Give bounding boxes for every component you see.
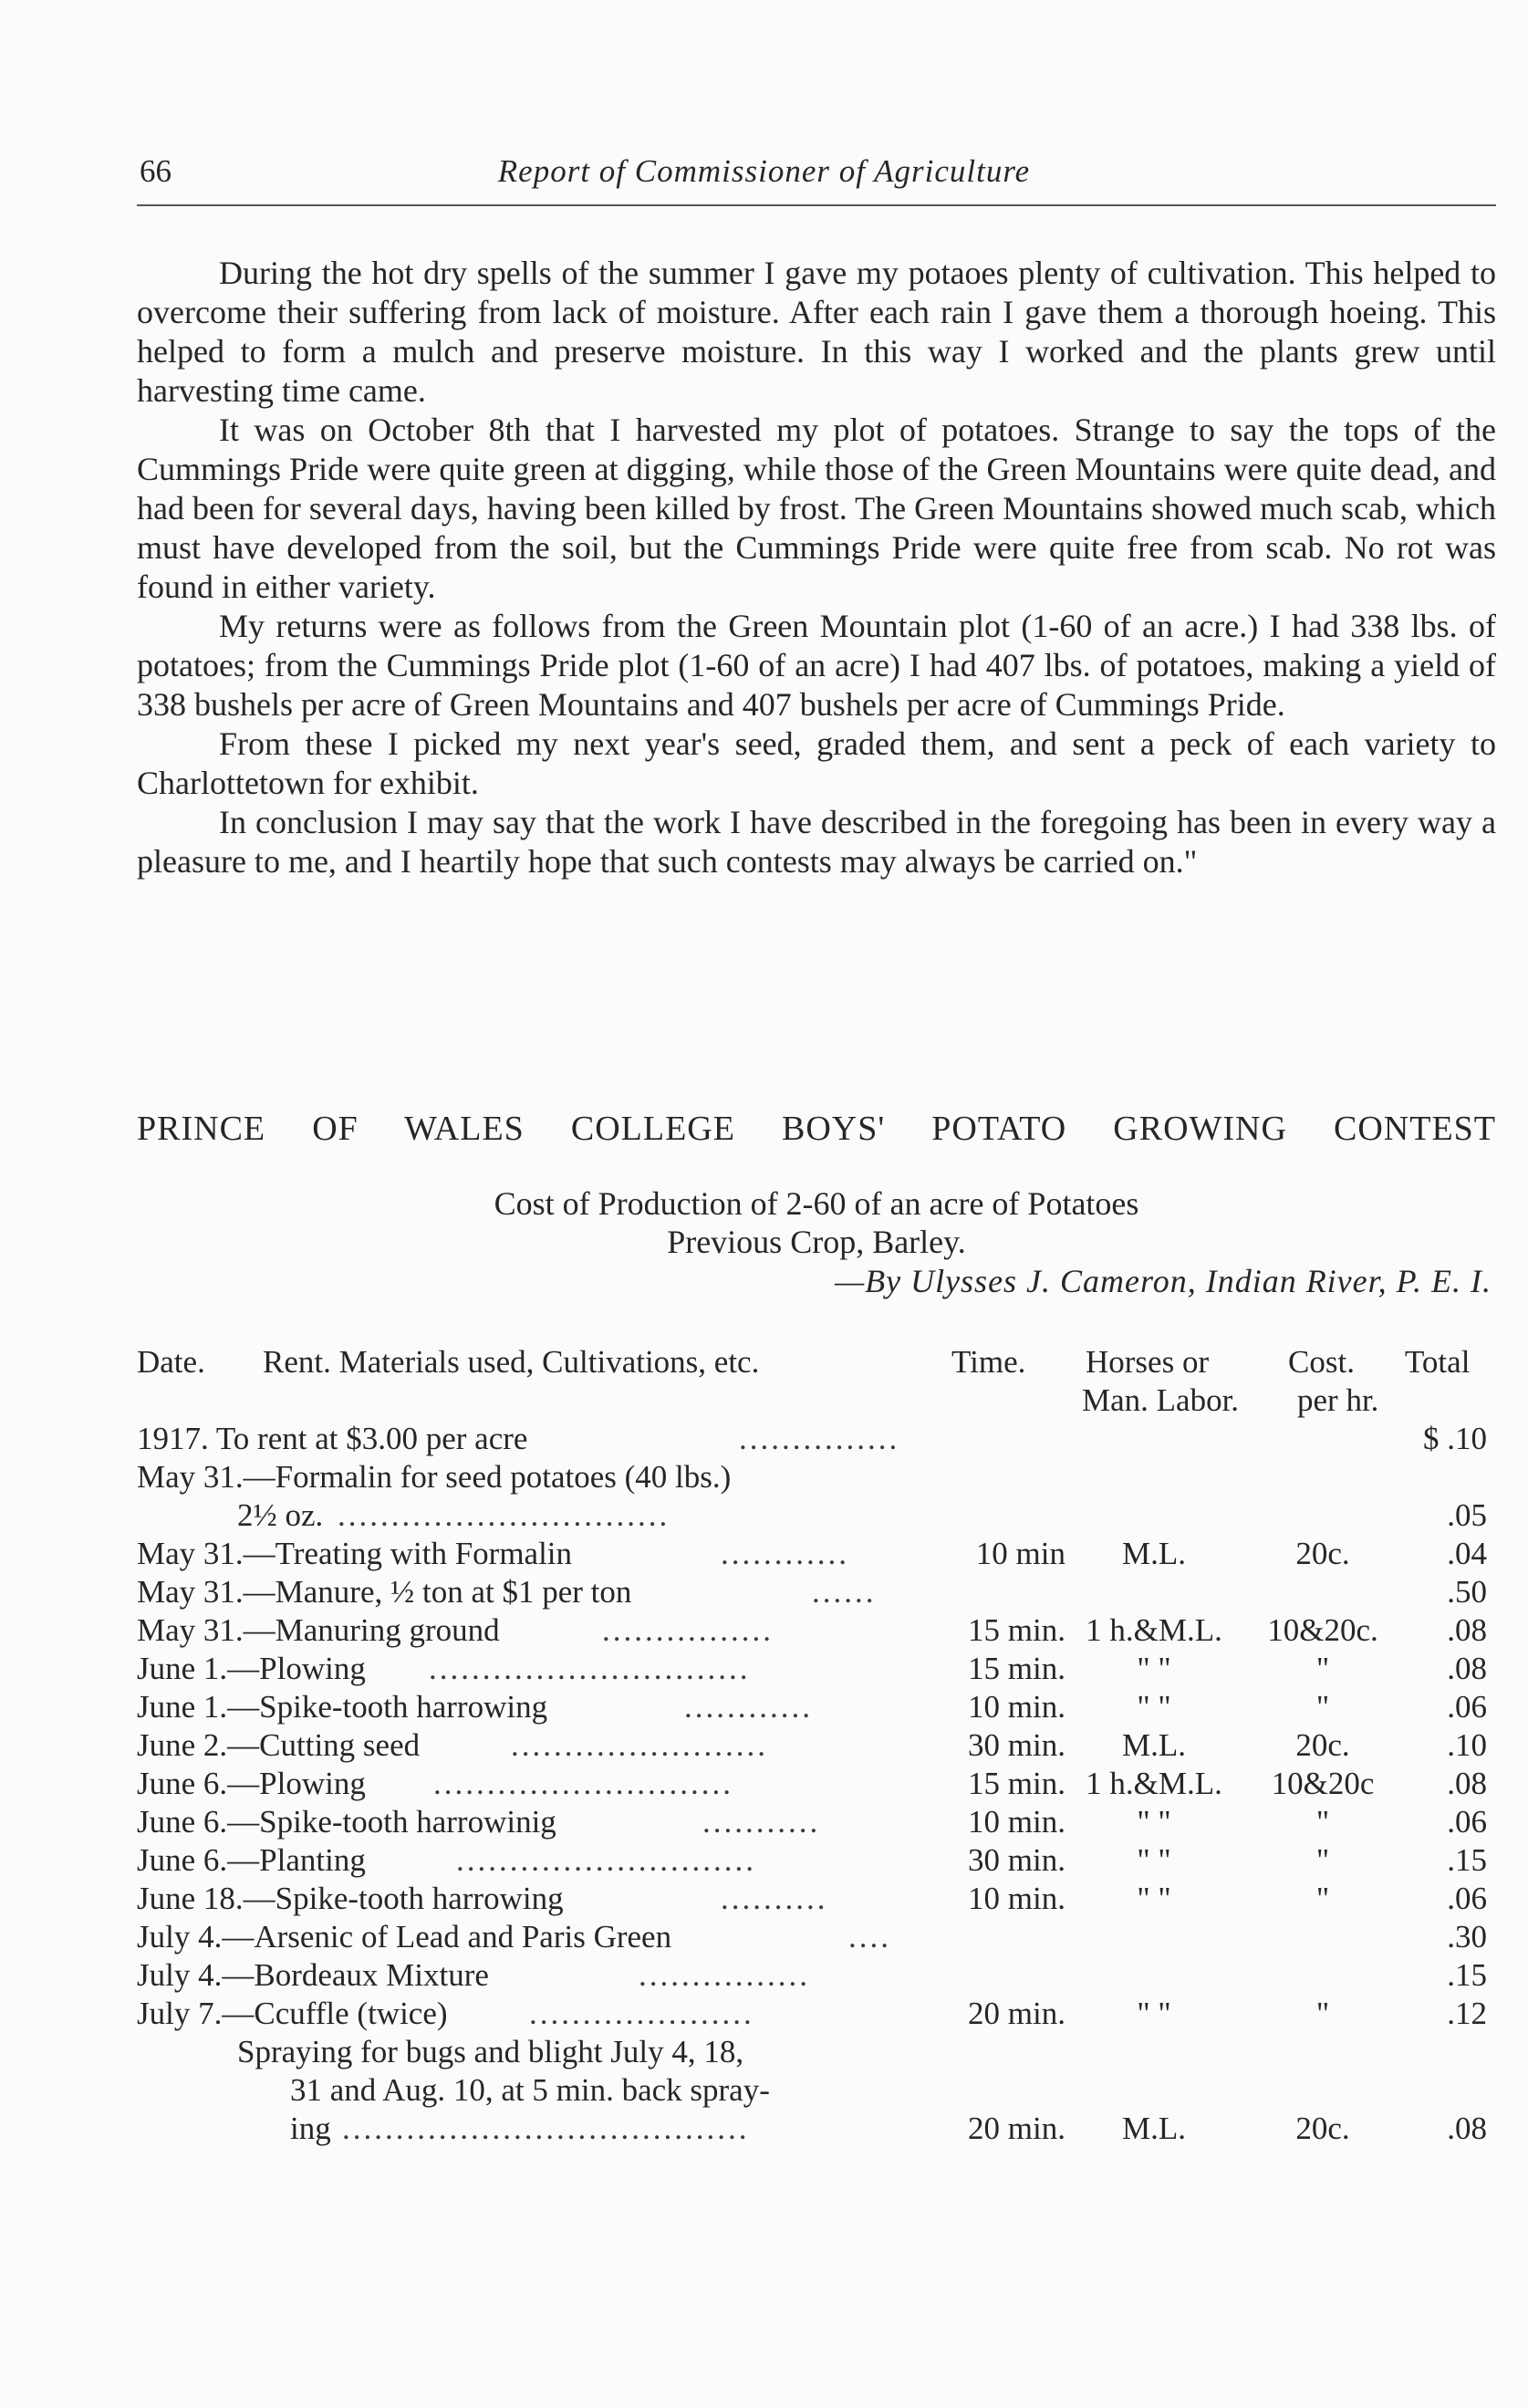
table-row xyxy=(0,2033,1528,2071)
header-cost-line2: per hr. xyxy=(1297,1382,1379,1418)
row-time: 15 min. xyxy=(968,1766,1065,1801)
table-row xyxy=(0,2110,1528,2148)
row-labor: M.L. xyxy=(1122,1536,1186,1571)
body-text xyxy=(137,254,1496,881)
row-total: .12 xyxy=(1447,1996,1487,2031)
row-item: 1917. To rent at $3.00 per acre xyxy=(137,1421,528,1456)
row-total: .06 xyxy=(1447,1689,1487,1725)
row-item: June 6.—Planting xyxy=(137,1842,366,1878)
row-time: 10 min xyxy=(975,1536,1065,1571)
row-total: .06 xyxy=(1447,1881,1487,1916)
dot-leader: ...................................... xyxy=(342,2111,750,2146)
table-row xyxy=(0,1535,1528,1573)
row-time: 30 min. xyxy=(968,1842,1065,1878)
dot-leader: ............................ xyxy=(456,1842,756,1878)
section-subtitle: Cost of Production of 2-60 of an acre of Potatoes xyxy=(494,1185,1139,1222)
row-total: $ .10 xyxy=(1423,1421,1487,1456)
header-cost-line1: Cost. xyxy=(1288,1344,1355,1380)
row-labor: " " xyxy=(1137,1689,1171,1725)
row-total: .06 xyxy=(1447,1804,1487,1840)
row-cost: 10&20c. xyxy=(1267,1612,1378,1648)
dot-leader: ............ xyxy=(721,1536,849,1571)
row-cost: 20c. xyxy=(1295,2111,1350,2146)
header-total: Total xyxy=(1405,1344,1471,1380)
row-total: .15 xyxy=(1447,1842,1487,1878)
row-time: 20 min. xyxy=(968,1996,1065,2031)
row-item: ing xyxy=(290,2111,331,2146)
dot-leader: ........... xyxy=(702,1804,821,1840)
row-time: 30 min. xyxy=(968,1727,1065,1763)
paragraph: During the hot dry spells of the summer I gave my potaoes plenty of cultivation. This helped to overcome their suffering from lack of moisture. After each rain I gave them a thorough hoeing. This helped to form a mulch and preserve moisture. In this way I worked and the plants grew until harvesting time came. xyxy=(137,255,1496,409)
row-labor: " " xyxy=(1137,1842,1171,1878)
paragraph: My returns were as follows from the Green Mountain plot (1-60 of an acre.) I had 338 lbs. of potatoes; from the Cummings Pride plot (1-60 of an acre) I had 407 lbs. of potatoes, making a yield of 338 bushels per acre of Green Mountains and 407 bushels per acre of Cummings Pride. xyxy=(137,608,1496,723)
table-row xyxy=(0,1650,1528,1688)
table-row xyxy=(0,1688,1528,1726)
dot-leader: .... xyxy=(848,1919,891,1955)
row-cost: " xyxy=(1315,1842,1330,1878)
row-cost: " xyxy=(1315,1996,1330,2031)
table-row xyxy=(0,1573,1528,1611)
row-time: 20 min. xyxy=(968,2111,1065,2146)
dot-leader: ..................... xyxy=(529,1996,754,2031)
paragraph: In conclusion I may say that the work I have described in the foregoing has been in every way a pleasure to me, and I heartily hope that such contests may always be carried on." xyxy=(137,804,1496,880)
row-cost: 20c. xyxy=(1295,1727,1350,1763)
table-row xyxy=(0,1420,1528,1458)
row-labor: 1 h.&M.L. xyxy=(1086,1766,1222,1801)
row-labor: " " xyxy=(1137,1996,1171,2031)
row-cost: " xyxy=(1315,1881,1330,1916)
dot-leader: ........................ xyxy=(511,1727,768,1763)
row-item: 31 and Aug. 10, at 5 min. back spray- xyxy=(290,2072,770,2108)
row-item: June 1.—Plowing xyxy=(137,1651,366,1686)
previous-crop-subtitle: Previous Crop, Barley. xyxy=(667,1224,966,1260)
row-labor: 1 h.&M.L. xyxy=(1086,1612,1222,1648)
row-item: July 4.—Arsenic of Lead and Paris Green xyxy=(137,1919,672,1955)
row-cost: 10&20c xyxy=(1271,1766,1375,1801)
row-total: .08 xyxy=(1447,1766,1487,1801)
dot-leader: ............ xyxy=(684,1689,813,1725)
row-item: Spraying for bugs and blight July 4, 18, xyxy=(237,2034,744,2069)
table-row xyxy=(0,1841,1528,1880)
row-cost: 20c. xyxy=(1295,1536,1350,1571)
dot-leader: ............................... xyxy=(338,1497,670,1533)
row-time: 15 min. xyxy=(968,1612,1065,1648)
header-time: Time. xyxy=(951,1344,1026,1380)
running-title: Report of Commissioner of Agriculture xyxy=(497,153,1031,189)
row-cost: " xyxy=(1315,1804,1330,1840)
row-item: July 4.—Bordeaux Mixture xyxy=(137,1957,489,1993)
row-time: 10 min. xyxy=(968,1881,1065,1916)
row-total: .30 xyxy=(1447,1919,1487,1955)
row-total: .05 xyxy=(1447,1497,1487,1533)
row-time: 10 min. xyxy=(968,1689,1065,1725)
row-item: 2½ oz. xyxy=(237,1497,324,1533)
row-time: 10 min. xyxy=(968,1804,1065,1840)
row-item: June 6.—Plowing xyxy=(137,1766,366,1801)
row-item: May 31.—Manure, ½ ton at $1 per ton xyxy=(137,1574,632,1610)
header-rule xyxy=(137,204,1496,206)
row-total: .04 xyxy=(1447,1536,1487,1571)
table-row xyxy=(0,1995,1528,2033)
row-labor: " " xyxy=(1137,1804,1171,1840)
table-row xyxy=(0,1765,1528,1803)
row-item: June 2.—Cutting seed xyxy=(137,1727,421,1763)
table-row xyxy=(0,1956,1528,1995)
paragraph: It was on October 8th that I harvested my plot of potatoes. Strange to say the tops of the Cummings Pride were quite green at digging, while those of the Green Mountains were quite dead, and had been for several days, having been killed by frost. The Green Mountains showed much scab, which must have developed from the soil, but the Cummings Pride were quite free from scab. No rot was found in either variety. xyxy=(137,412,1496,605)
row-item: May 31.—Manuring ground xyxy=(137,1612,500,1648)
row-labor: M.L. xyxy=(1122,2111,1186,2146)
header-date: Date. xyxy=(137,1344,205,1380)
table-row xyxy=(0,1726,1528,1765)
row-total: .08 xyxy=(1447,1612,1487,1648)
table-row xyxy=(0,1458,1528,1496)
row-total: .50 xyxy=(1447,1574,1487,1610)
table-row xyxy=(0,1803,1528,1841)
dot-leader: ................ xyxy=(639,1957,810,1993)
table-row xyxy=(0,1918,1528,1956)
row-labor: " " xyxy=(1137,1881,1171,1916)
paragraph: From these I picked my next year's seed, graded them, and sent a peck of each variety to Charlottetown for exhibit. xyxy=(137,725,1496,801)
row-item: July 7.—Ccuffle (twice) xyxy=(137,1996,448,2031)
row-item: May 31.—Formalin for seed potatoes (40 lbs.) xyxy=(137,1459,732,1495)
header-item: Rent. Materials used, Cultivations, etc. xyxy=(263,1344,760,1380)
row-item: June 18.—Spike-tooth harrowing xyxy=(137,1881,564,1916)
row-total: .08 xyxy=(1447,2111,1487,2146)
dot-leader: .......... xyxy=(721,1881,828,1916)
row-item: June 1.—Spike-tooth harrowing xyxy=(137,1689,548,1725)
header-labor-line2: Man. Labor. xyxy=(1082,1382,1240,1418)
dot-leader: ............................ xyxy=(433,1766,733,1801)
byline: —By Ulysses J. Cameron, Indian River, P. E. I. xyxy=(835,1263,1492,1299)
page-number: 66 xyxy=(140,153,172,189)
dot-leader: ...... xyxy=(812,1574,877,1610)
row-total: .10 xyxy=(1447,1727,1487,1763)
row-labor: " " xyxy=(1137,1651,1171,1686)
row-cost: " xyxy=(1315,1651,1330,1686)
row-labor: M.L. xyxy=(1122,1727,1186,1763)
row-total: .15 xyxy=(1447,1957,1487,1993)
dot-leader: ............... xyxy=(739,1421,900,1456)
row-time: 15 min. xyxy=(968,1651,1065,1686)
table-row xyxy=(0,1880,1528,1918)
section-title: PRINCE OF WALES COLLEGE BOYS' POTATO GROWING CONTEST xyxy=(137,1110,1496,1148)
header-labor-line1: Horses or xyxy=(1086,1344,1210,1380)
dot-leader: ................ xyxy=(602,1612,774,1648)
row-item: June 6.—Spike-tooth harrowinig xyxy=(137,1804,556,1840)
row-total: .08 xyxy=(1447,1651,1487,1686)
table-row xyxy=(0,1496,1528,1535)
table-row xyxy=(0,2071,1528,2110)
dot-leader: .............................. xyxy=(429,1651,751,1686)
row-item: May 31.—Treating with Formalin xyxy=(137,1536,573,1571)
table-row xyxy=(0,1611,1528,1650)
row-cost: " xyxy=(1315,1689,1330,1725)
